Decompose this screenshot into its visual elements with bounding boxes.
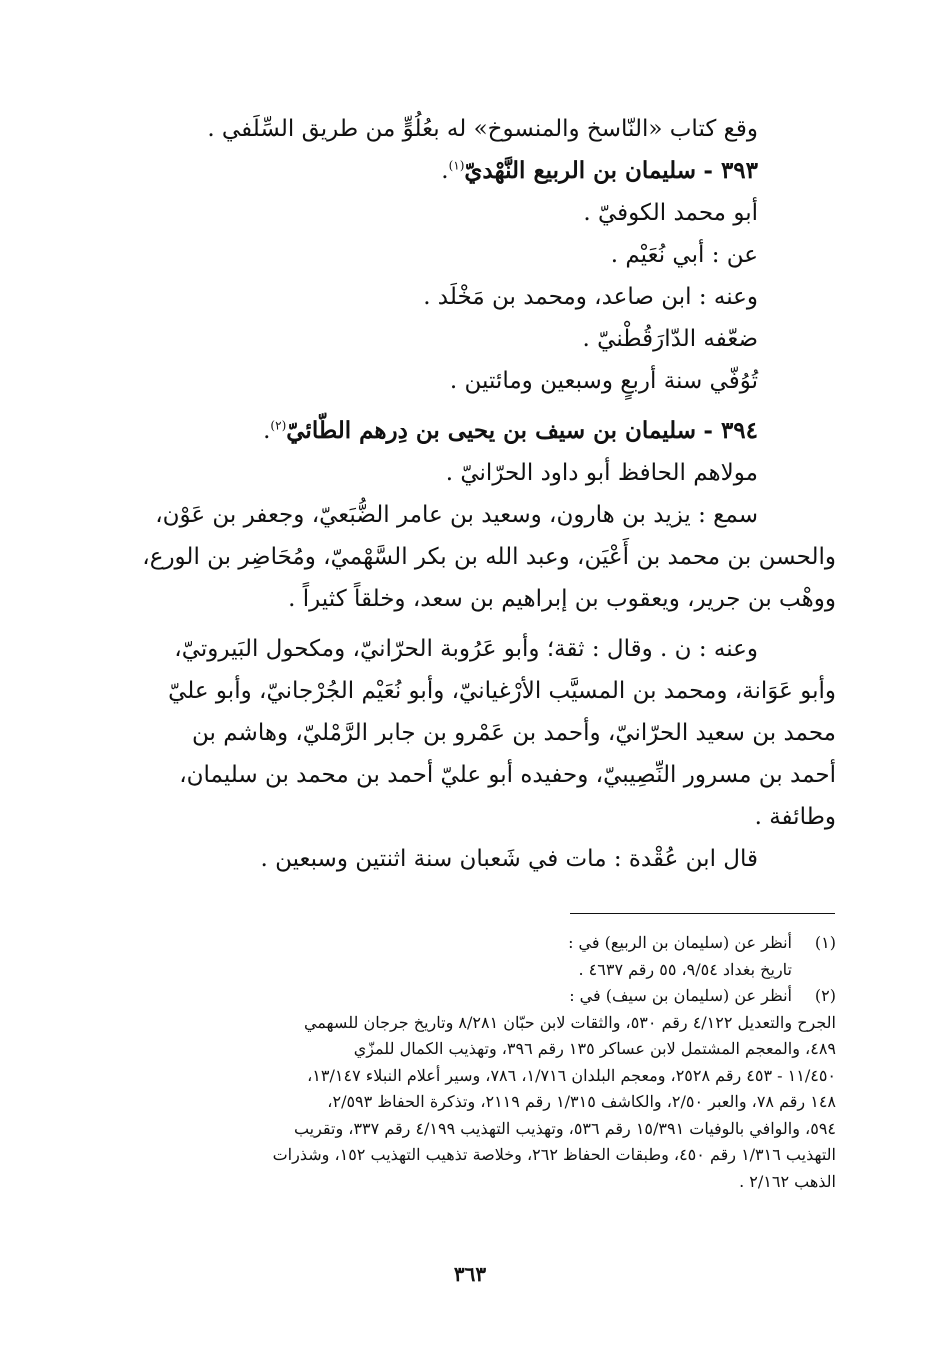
- text-line: ووهْب بن جرير، ويعقوب بن إبراهيم بن سعد، وخلقاً كثيراً .: [288, 586, 836, 612]
- footnote-line: ١١/٤٥٠ - ٤٥٣ رقم ٢٥٢٨، ومعجم البلدان ١/٧١٦، ٧٨٦، وسير أعلام النبلاء ١٣/١٤٧،: [307, 1065, 836, 1085]
- footnote-continuation: [110, 1010, 836, 1196]
- text-line: وأبو عَوَانة، ومحمد بن المسيَّب الأرْغيانيّ، وأبو نُعَيْم الجُرْجانيّ، وأبو عليّ: [168, 678, 836, 704]
- entry-number: ٣٩٤ -: [703, 417, 758, 444]
- footnote-line: الذهب ٢/١٦٢ .: [739, 1171, 836, 1191]
- text-line: سمع : يزيد بن هارون، وسعيد بن عامر الضُّبَعيّ، وجعفر بن عَوْن،: [155, 502, 758, 528]
- footnote-line: ٤٨٩، والمعجم المشتمل لابن عساكر ١٣٥ رقم ٣٩٦، وتهذيب الكمال للمزّي: [353, 1039, 836, 1058]
- text-line: أبو محمد الكوفيّ .: [583, 200, 758, 226]
- text-line: والحسن بن محمد بن أَعْيَن، وعبد الله بن بكر السَّهْميّ، ومُحَاضِر بن الورع،: [142, 544, 836, 570]
- page-number: ٣٦٣: [453, 1262, 487, 1286]
- entry-end: .: [441, 158, 449, 184]
- text-line: قال ابن عُقْدة : مات في شَعبان سنة اثنتين وسبعين .: [260, 846, 758, 872]
- entry-name: سليمان بن سيف بن يحيى بن دِرهم الطّائيّ: [286, 417, 697, 444]
- entry-heading-393: [110, 150, 836, 192]
- text-line: وعنه : ن . وقال : ثقة؛ وأبو عَرُوبة الحرّانيّ، ومكحول البَيروتيّ،: [174, 636, 758, 662]
- text-line: وعنه : ابن صاعد، ومحمد بن مَخْلَد .: [423, 284, 758, 310]
- footnote: [110, 930, 836, 983]
- text-line: تُوُفّي سنة أربعٍ وسبعين ومائتين .: [449, 368, 758, 394]
- text-line: ضعّفه الدّارَقُطْنيّ .: [582, 326, 758, 352]
- footnote-line: التهذيب ١/٣١٦ رقم ٤٥٠، وطبقات الحفاظ ٢٦٢، وخلاصة تذهيب التهذيب ١٥٢، وشذرات: [272, 1145, 836, 1164]
- entry-number: ٣٩٣ -: [703, 157, 758, 184]
- footnote-line: ٥٩٤، والوافي بالوفيات ١٥/٣٩١ رقم ٥٣٦، وتهذيب التهذيب ٤/١٩٩ رقم ٣٣٧، وتقريب: [293, 1118, 836, 1138]
- text-line: محمد بن سعيد الحرّانيّ، وأحمد بن عَمْرو بن جابر الرَّمْليّ، وهاشم بن: [192, 720, 836, 746]
- entry-end: .: [263, 418, 271, 444]
- text-line: وقع كتاب «النّاسخ والمنسوخ» له بعُلُوٍّ من طريق السِّلَفي .: [207, 116, 758, 142]
- footnotes: [110, 930, 836, 1195]
- footnote-line: ١٤٨ رقم ٧٨، والعبر ٢/٥٠، والكاشف ١/٣١٥ رقم ٢١١٩، وتذكرة الحفاظ ٢/٥٩٣،: [327, 1092, 836, 1111]
- main-text: [110, 108, 836, 880]
- footnote-line: الجرح والتعديل ٤/١٢٢ رقم ٥٣٠، والثقات لابن حبّان ٨/٢٨١ وتاريخ جرجان للسهمي: [303, 1012, 836, 1032]
- footnote-marker: (١): [814, 933, 836, 952]
- footnote: [110, 983, 836, 1010]
- text-line: عن : أبي نُعَيْم .: [610, 242, 758, 268]
- footnote-divider: [570, 913, 835, 914]
- entry-name: سليمان بن الربيع النَّهْديّ: [464, 157, 697, 184]
- footnote-line: أنظر عن (سليمان بن سيف) في :: [569, 986, 792, 1005]
- text-line: مولاهم الحافظ أبو داود الحرّانيّ .: [445, 460, 758, 486]
- footnote-ref: (٢): [270, 418, 287, 433]
- footnote-ref: (١): [448, 158, 465, 173]
- entry-heading-394: [110, 410, 836, 452]
- footnote-line: أنظر عن (سليمان بن الربيع) في :: [568, 933, 792, 952]
- text-line: وطائفة .: [754, 804, 836, 830]
- footnote-body: [110, 930, 792, 983]
- footnote-marker: (٢): [814, 986, 836, 1005]
- footnote-line: تاريخ بغداد ٩/٥٤، ٥٥ رقم ٤٦٣٧ .: [578, 959, 792, 979]
- footnote-body: [110, 983, 792, 1010]
- text-line: أحمد بن مسرور النِّصِيبيّ، وحفيده أبو عليّ أحمد بن محمد بن سليمان،: [179, 762, 836, 788]
